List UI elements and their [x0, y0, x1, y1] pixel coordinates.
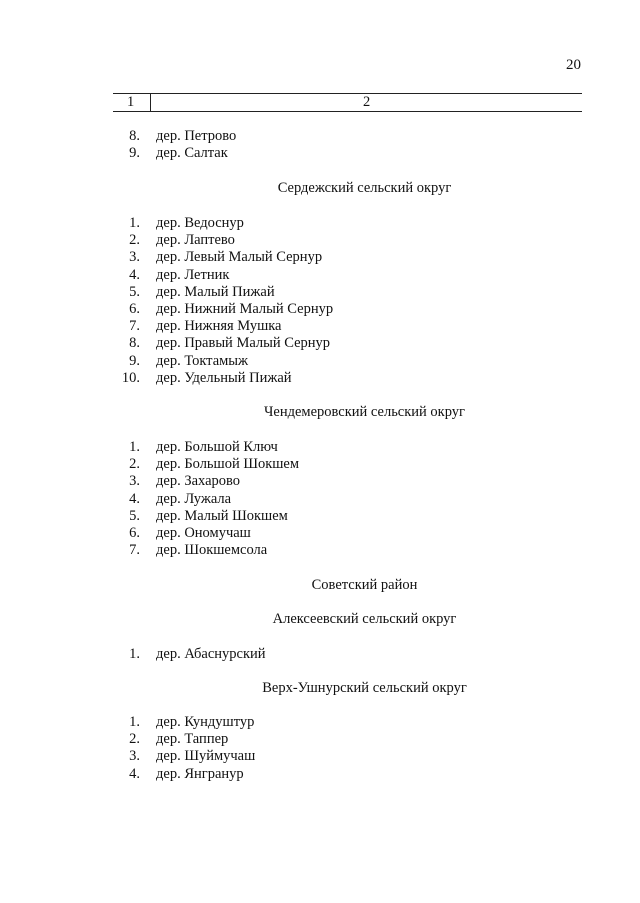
item-number: 6. — [129, 300, 140, 317]
list-item — [112, 249, 323, 266]
list-item — [112, 456, 300, 473]
list-item — [112, 232, 235, 249]
village-list-verkh-ushnur — [112, 714, 256, 783]
column-2-label: 2 — [363, 94, 371, 110]
item-name: дер. Нижняя Мушка — [156, 318, 282, 335]
list-item — [112, 266, 230, 284]
item-number: 1. — [129, 646, 140, 662]
list-item — [112, 300, 334, 318]
item-name: дер. Токтамыж — [156, 352, 249, 369]
item-name: дер. Петрово — [156, 128, 237, 144]
table-column-header — [113, 93, 582, 112]
item-number: 5. — [129, 283, 140, 300]
item-name: дер. Большой Ключ — [156, 439, 278, 455]
heading-chendemerovo-district: Чендемеровский сельский округ — [263, 404, 465, 420]
item-name: дер. Таппер — [156, 731, 229, 748]
list-item — [112, 335, 331, 352]
item-name: дер. Шуймучаш — [156, 748, 256, 765]
list-item — [112, 524, 251, 542]
village-list-chendemerovo — [112, 439, 300, 559]
village-list-serdezh — [112, 215, 334, 387]
item-name: дер. Кундуштур — [156, 714, 255, 730]
village-list-continued — [112, 128, 237, 162]
item-number: 3. — [129, 473, 140, 490]
page-number: 20 — [566, 57, 581, 73]
item-name: дер. Левый Малый Сернур — [156, 249, 323, 266]
heading-serdezh-district: Сердежский сельский округ — [277, 180, 452, 196]
item-number: 6. — [129, 524, 140, 541]
item-name: дер. Удельный Пижай — [156, 369, 292, 386]
item-number: 8. — [129, 335, 140, 352]
item-name: дер. Летник — [156, 266, 230, 283]
list-item — [112, 215, 244, 232]
list-item — [112, 283, 275, 301]
item-number: 2. — [129, 232, 140, 249]
item-name: дер. Салтак — [156, 145, 228, 162]
column-1-label: 1 — [127, 94, 135, 110]
list-item — [112, 128, 237, 145]
item-number: 9. — [129, 145, 140, 162]
item-name: дер. Малый Шокшем — [156, 507, 288, 524]
heading-alekseevsky-district: Алексеевский сельский округ — [272, 611, 457, 627]
list-item — [112, 731, 229, 748]
village-list-alekseevsky — [112, 646, 266, 663]
item-name: дер. Малый Пижай — [156, 283, 275, 300]
item-name: дер. Правый Малый Сернур — [156, 335, 331, 352]
list-item — [112, 714, 255, 731]
item-name: дер. Ведоснур — [156, 215, 244, 231]
column-divider — [150, 94, 151, 111]
heading-sovetsky-region: Советский район — [311, 577, 418, 593]
item-number: 1. — [129, 439, 140, 455]
item-number: 7. — [129, 542, 140, 559]
item-number: 4. — [129, 490, 140, 507]
item-number: 7. — [129, 318, 140, 335]
item-name: дер. Нижний Малый Сернур — [156, 300, 334, 317]
item-number: 8. — [129, 128, 140, 144]
item-name: дер. Ономучаш — [156, 524, 251, 541]
list-item — [112, 318, 282, 335]
item-name: дер. Лужала — [156, 490, 232, 507]
list-item — [112, 473, 241, 490]
item-name: дер. Янгранур — [156, 765, 244, 782]
item-number: 1. — [129, 714, 140, 730]
item-number: 4. — [129, 266, 140, 283]
item-name: дер. Захарово — [156, 473, 241, 490]
list-item — [112, 507, 288, 525]
item-number: 5. — [129, 507, 140, 524]
list-item — [112, 369, 292, 387]
list-item — [112, 145, 228, 162]
list-item — [112, 542, 268, 559]
list-item — [112, 748, 256, 765]
heading-verkh-ushnur-district: Верх-Ушнурский сельский округ — [262, 680, 467, 696]
item-number: 2. — [129, 731, 140, 748]
item-name: дер. Большой Шокшем — [156, 456, 300, 473]
item-number: 3. — [129, 748, 140, 765]
item-number: 4. — [129, 765, 140, 782]
list-item — [112, 352, 249, 370]
list-item — [112, 646, 266, 663]
item-number: 10. — [121, 369, 140, 386]
list-item — [112, 765, 244, 783]
item-number: 3. — [129, 249, 140, 266]
list-item — [112, 439, 278, 456]
item-name: дер. Лаптево — [156, 232, 235, 249]
item-name: дер. Шокшемсола — [156, 542, 268, 559]
item-number: 1. — [129, 215, 140, 231]
item-name: дер. Абаснурский — [156, 646, 266, 662]
item-number: 9. — [129, 352, 140, 369]
list-item — [112, 490, 232, 508]
item-number: 2. — [129, 456, 140, 473]
